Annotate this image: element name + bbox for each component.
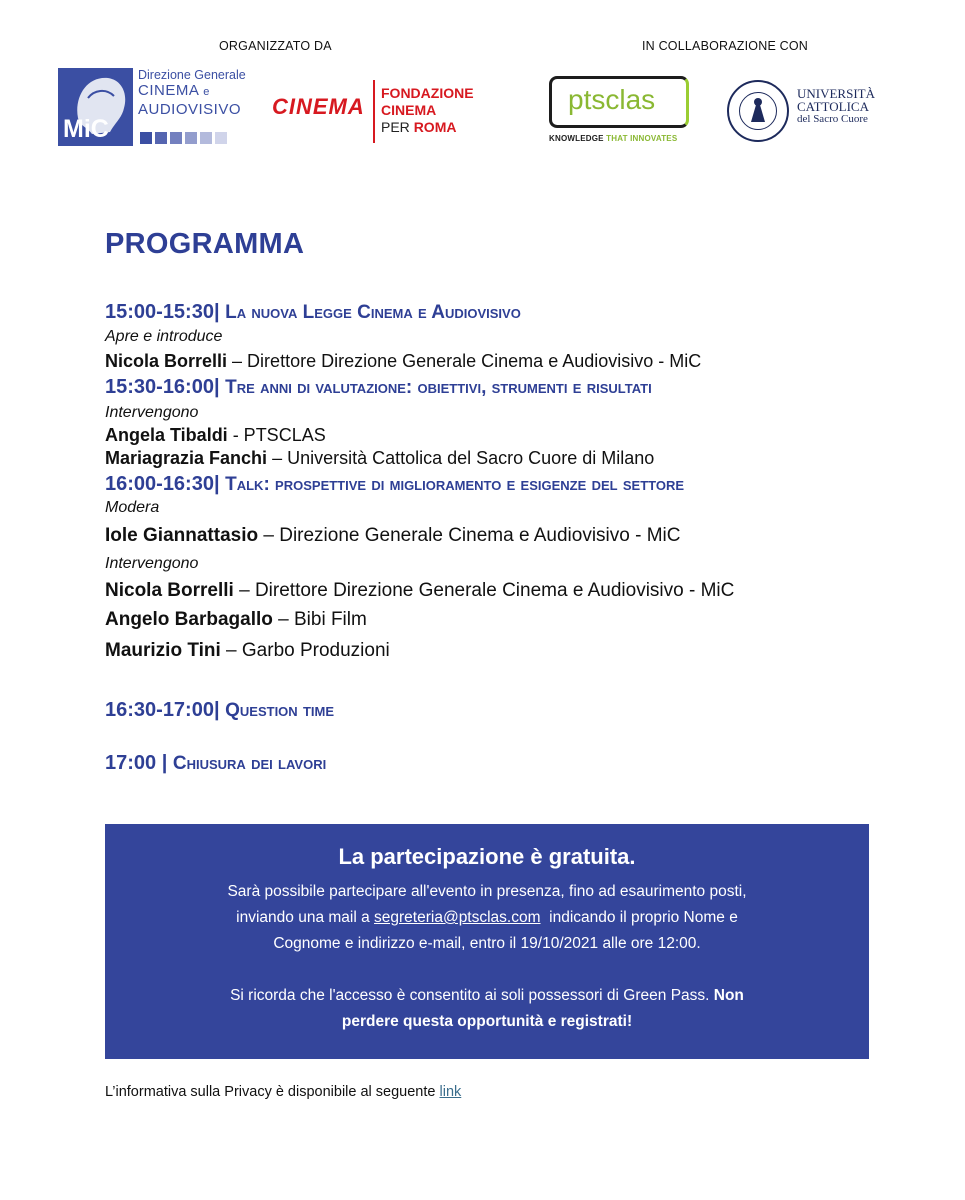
speaker-role: – Garbo Produzioni [220,640,390,661]
info-line-2a: inviando una mail a [236,909,375,926]
ptsclas-tag-b: THAT INNOVATES [606,134,678,143]
mic-line2-e: e [203,86,210,98]
speaker-role: – Bibi Film [272,609,367,630]
mic-line3: AUDIOVISIVO [138,101,242,118]
fcr-line2: CINEMA [381,102,437,118]
fondazione-cinema-roma-logo [272,80,487,146]
info-line-4 [105,987,869,1005]
slot-5-title: Chiusura dei lavori [172,753,327,774]
speaker-role: - PTSCLAS [227,425,326,445]
speaker-name: Maurizio Tini [105,640,221,661]
slot-2-speaker-2 [105,448,654,469]
slot-3-time: 16:00-16:30| [105,473,220,495]
fcr-cinema-mark: CINEMA [272,94,365,119]
slot-4-time: 16:30-17:00| [105,699,220,721]
slot-3-heading [105,473,684,496]
info-line-3: Cognome e indirizzo e-mail, entro il 19/10/2021 alle ore 12:00. [273,935,701,952]
slot-3-role-moderator: Modera [105,499,160,516]
mic-mark-text: MiC [63,115,109,143]
slot-4-title: Question time [225,700,335,721]
slot-2-role: Intervengono [105,404,199,421]
info-line-4a: Si ricorda che l'accesso è consentito ai soli possessori di Green Pass. [230,987,714,1004]
slot-3-role-speakers: Intervengono [105,555,199,572]
slot-3-speaker-2 [105,609,367,631]
slot-1-role: Apre e introduce [105,328,223,345]
speaker-role: – Università Cattolica del Sacro Cuore di Milano [267,448,655,468]
slot-3-speaker-3 [105,640,390,662]
info-line-4b: Non [713,987,744,1004]
privacy-note [105,1084,461,1100]
email-link[interactable]: segreteria@ptsclas.com [374,909,541,926]
slot-1-time: 15:00-15:30| [105,301,220,323]
cattolica-line2: CATTOLICA [797,99,869,114]
slot-5-heading [105,752,326,775]
info-title: La partecipazione è gratuita. [338,844,636,869]
privacy-link[interactable]: link [439,1084,462,1100]
privacy-text: L’informativa sulla Privacy è disponibile al seguente [105,1084,440,1100]
slot-3-moderator [105,525,681,547]
slot-2-speaker-1 [105,425,326,446]
speaker-name: Nicola Borrelli [105,580,234,601]
slot-2-title: Tre anni di valutazione: obiettivi, strumenti e risultati [225,377,652,398]
cattolica-seal-icon [727,80,789,142]
mic-line2: CINEMA [138,82,199,99]
fcr-divider [373,80,375,143]
speaker-role: – Direttore Direzione Generale Cinema e Audiovisivo - MiC [227,351,702,371]
speaker-name: Iole Giannattasio [105,525,259,546]
cattolica-line3: del Sacro Cuore [797,113,868,125]
info-line-5: perdere questa opportunità e registrati! [341,1013,633,1030]
registration-info-box [105,824,869,1059]
slot-5-time: 17:00 | [105,752,168,774]
mic-line1: Direzione Generale [138,68,246,82]
speaker-role: – Direttore Direzione Generale Cinema e Audiovisivo - MiC [233,580,735,601]
slot-4-heading [105,699,334,722]
fcr-line3-per: PER [381,119,410,135]
slot-3-speaker-1 [105,580,734,602]
speaker-name: Nicola Borrelli [105,351,228,371]
mic-squares [140,132,227,144]
info-line-1: Sarà possibile partecipare all'evento in presenza, fino ad esaurimento posti, [227,883,747,900]
cattolica-line1: UNIVERSITÀ [797,86,875,101]
info-line-2 [105,909,869,927]
speaker-name: Mariagrazia Fanchi [105,448,268,468]
ptsclas-logo [549,76,694,148]
slot-1-speaker-1 [105,351,701,372]
speaker-role: – Direzione Generale Cinema e Audiovisivo - MiC [258,525,681,546]
organized-by-label: ORGANIZZATO DA [219,39,332,53]
info-line-2b: indicando il proprio Nome e [540,909,738,926]
fcr-line1: FONDAZIONE [381,85,474,101]
slot-2-heading [105,376,652,399]
ptsclas-tag-a: KNOWLEDGE [549,134,604,143]
speaker-name: Angelo Barbagallo [105,609,273,630]
mic-logo [58,68,248,146]
cattolica-logo [727,80,877,144]
fcr-line3-roma: ROMA [413,119,457,135]
slot-1-heading [105,301,521,324]
ptsclas-name: ptsclas [568,84,656,115]
slot-3-title: Talk: prospettive di miglioramento e esigenze del settore [225,474,685,495]
slot-2-time: 15:30-16:00| [105,376,220,398]
mic-mark [58,68,133,146]
slot-1-title: La nuova Legge Cinema e Audiovisivo [225,302,521,323]
collaboration-label: IN COLLABORAZIONE CON [642,39,809,53]
program-title: PROGRAMMA [105,228,305,260]
speaker-name: Angela Tibaldi [105,425,228,445]
